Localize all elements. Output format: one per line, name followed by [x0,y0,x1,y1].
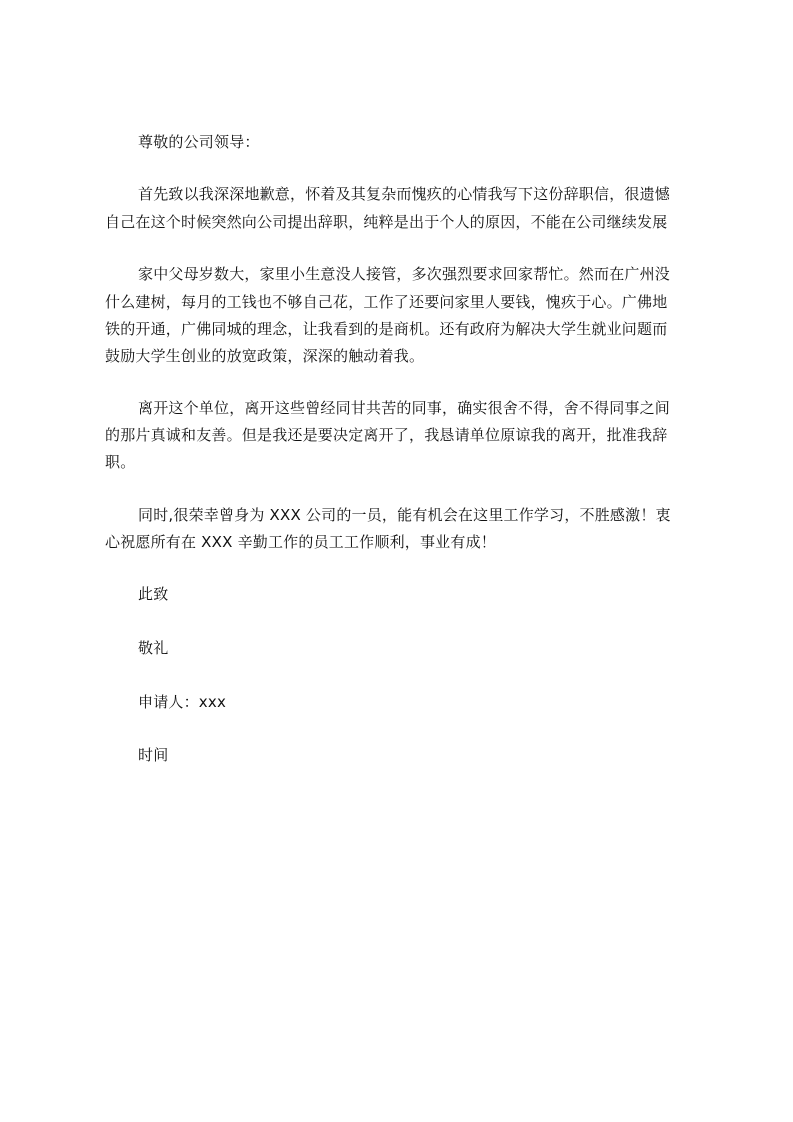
paragraph-4-line-2: 心祝愿所有在 XXX 辛勤工作的员工工作顺利，事业有成！ [105,533,496,551]
paragraph-2-line-4: 鼓励大学生创业的放宽政策，深深的触动着我。 [105,347,425,365]
paragraph-3-line-2: 的那片真诚和友善。但是我还是要决定离开了，我恳请单位原谅我的离开，批准我辞 [105,426,668,444]
paragraph-1-line-2: 自己在这个时候突然向公司提出辞职，纯粹是出于个人的原因，不能在公司继续发展 [105,213,668,231]
paragraph-2-line-3: 铁的开通，广佛同城的理念，让我看到的是商机。还有政府为解决大学生就业问题而 [105,320,668,338]
paragraph-2-line-1: 家中父母岁数大，家里小生意没人接管，多次强烈要求回家帮忙。然而在广州没 [138,265,671,283]
salutation: 尊敬的公司领导： [138,133,260,151]
paragraph-1-line-1: 首先致以我深深地歉意，怀着及其复杂而愧疚的心情我写下这份辞职信，很遗憾 [138,185,671,203]
paragraph-4-line-1: 同时,很荣幸曾身为 XXX 公司的一员，能有机会在这里工作学习，不胜感激！衷 [138,506,671,524]
paragraph-3-line-1: 离开这个单位，离开这些曾经同甘共苦的同事，确实很舍不得，舍不得同事之间 [138,399,671,417]
closing-cizhi: 此致 [138,585,169,603]
paragraph-3-line-3: 职。 [105,453,136,471]
applicant-line: 申请人：xxx [138,693,227,711]
paragraph-2-line-2: 什么建树，每月的工钱也不够自己花，工作了还要问家里人要钱，愧疚于心。广佛地 [105,293,668,311]
closing-jingli: 敬礼 [138,639,169,657]
time-line: 时间 [138,746,169,764]
